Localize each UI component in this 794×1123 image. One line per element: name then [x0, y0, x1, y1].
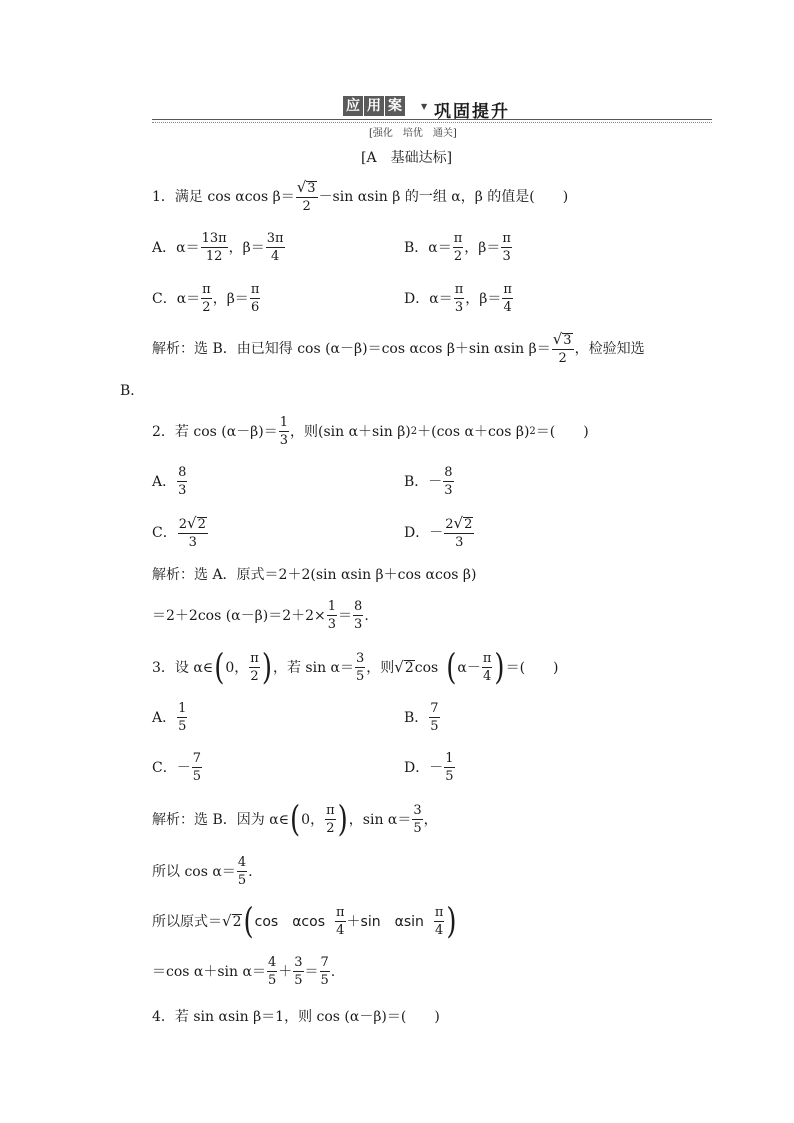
q1-a-f2d: 4	[271, 249, 280, 264]
q3-int-fd: 2	[250, 669, 259, 684]
q2-d-label: D．－	[404, 524, 444, 541]
q3-suffix: ＝( )	[505, 659, 559, 676]
q3-b-label: B．	[404, 709, 429, 726]
q3-sol2-end: .	[248, 863, 253, 880]
q2-c-label: C．	[152, 524, 177, 541]
q3-sol3-sqrt: √ 2	[222, 912, 242, 930]
q2-b-label: B．－	[404, 473, 443, 490]
q3-solution-line4	[152, 956, 335, 987]
q1-a-frac2	[266, 232, 285, 263]
q2-sol2-f1d: 3	[327, 617, 337, 632]
q3-sol3-f1d: 4	[336, 923, 345, 938]
q1-d-f2n: π	[503, 282, 512, 297]
q3-sol3-f2n: π	[434, 905, 444, 920]
q3-frac2	[482, 652, 493, 683]
level-label: [A 基础达标]	[361, 150, 453, 166]
question-2	[152, 416, 589, 447]
q2-sol2-f2n: 8	[354, 599, 363, 614]
q3-option-c	[152, 752, 203, 783]
q2-b-frac	[443, 466, 453, 497]
q1-sol-prefix: 解析：选 B．由已知得 cos (α－β)＝cos αcos β＋sin αsin β＝	[152, 340, 551, 357]
q3-d-frac	[444, 752, 454, 783]
q3-f2n: π	[482, 651, 492, 666]
q2-a-label: A．	[152, 473, 177, 490]
q1-b-f1d: 2	[453, 249, 463, 264]
q2-sup1: 2	[410, 425, 418, 437]
q3-frac1	[355, 652, 365, 683]
q1-frac-den: 2	[302, 199, 311, 214]
q2-mid: ，则(sin α＋sin β)	[290, 423, 411, 440]
q1-sol-frac-num: 3	[563, 333, 572, 348]
q1-c-frac2	[250, 283, 261, 314]
q3-a-label: A．	[152, 709, 177, 726]
q2-c-frac: 2 √ 2 3	[178, 514, 206, 550]
q3-sol4-plus: ＋	[278, 963, 293, 980]
q2-sup2: 2	[529, 425, 536, 437]
q2-sol2-f1n: 1	[327, 599, 337, 614]
q3-sol1-f2n: 3	[413, 803, 422, 818]
q2-d-num-rad: 2	[464, 517, 473, 532]
q3-p-open: (	[446, 647, 457, 688]
q1-solution	[152, 332, 645, 365]
q3-sol4-f2n: 3	[294, 955, 303, 970]
q1-option-d	[404, 283, 514, 314]
q3-int-open: (	[214, 647, 225, 688]
q1-b-mid: ，β＝	[464, 239, 501, 256]
q1-option-b	[404, 232, 513, 263]
q1-c-frac1	[201, 283, 212, 314]
q3-mid: ，若 sin α＝	[272, 659, 355, 676]
q3-sol4-f1d: 5	[267, 973, 277, 988]
q2-sol2-pre: ＝2＋2cos (α－β)＝2＋2×	[152, 607, 326, 624]
q2-frac-num: 1	[279, 415, 289, 430]
q2-option-b	[404, 466, 455, 497]
q1-b-f2n: π	[502, 231, 511, 246]
q3-rad: 2	[404, 660, 414, 676]
q3-sol4-eq: ＝	[304, 963, 319, 980]
q1-b-frac2	[501, 232, 512, 263]
q1-option-a	[152, 232, 286, 263]
q2-mid2: ＋(cos α＋cos β)	[417, 423, 530, 440]
q3-sol3-frac1	[335, 906, 346, 937]
q3-sol2-pre: 所以 cos α＝	[152, 863, 236, 880]
q3-cos: cos	[414, 659, 439, 676]
q2-d-den: 3	[455, 535, 464, 550]
q3-f1d: 5	[356, 669, 365, 684]
q3-int-frac	[249, 652, 260, 683]
q1-a-f1d: 12	[205, 249, 223, 264]
badge-char-1: 应	[343, 96, 363, 116]
q3-f1n: 3	[356, 651, 365, 666]
q3-solution-line2	[152, 856, 253, 887]
q3-b-den: 5	[430, 719, 439, 734]
q3-mid2: ，则	[366, 659, 395, 676]
header-rule	[152, 119, 712, 120]
q3-sol2-fd: 5	[237, 873, 247, 888]
q2-a-den: 3	[178, 483, 187, 498]
q1-c-f1d: 2	[202, 300, 211, 315]
q1-b-label: B．α＝	[404, 239, 452, 256]
q2-sol2-frac1	[327, 600, 337, 631]
q2-prefix: 2．若 cos (α－β)＝	[152, 423, 278, 440]
q3-sol1-fd: 2	[326, 821, 335, 836]
q1-d-frac1	[454, 283, 465, 314]
q2-d-frac: 2 √ 2 3	[445, 514, 473, 550]
q1-a-f2n: 3π	[266, 231, 284, 246]
q3-sol1-pre: 解析：选 B．因为 α∈	[152, 811, 290, 828]
q3-b-frac	[429, 702, 439, 733]
q3-sol4-frac1	[267, 956, 277, 987]
q3-sol4-f2d: 5	[294, 973, 303, 988]
badge-char-3: 案	[385, 96, 405, 116]
q3-sol1-end: ，	[423, 811, 438, 828]
q3-sol1-close: )	[337, 799, 348, 840]
q1-c-mid: ，β＝	[212, 290, 249, 307]
q1-d-f2d: 4	[503, 300, 512, 315]
q2-d-num-coef: 2	[445, 517, 454, 532]
q1-c-f2d: 6	[250, 300, 260, 315]
q2-sol2-mid: ＝	[338, 607, 353, 624]
q1-a-frac1	[201, 232, 228, 263]
q2-option-a	[152, 466, 188, 497]
section-title: 巩固提升	[434, 102, 510, 122]
q3-a-frac	[177, 702, 187, 733]
q3-sol2-frac	[237, 856, 247, 887]
q1-a-f1n: 13π	[201, 231, 227, 246]
q2-sol2-f2d: 3	[354, 617, 363, 632]
q1-prefix: 1．满足 cos αcos β＝	[152, 188, 295, 205]
q3-option-d	[404, 752, 456, 783]
q1-fraction: √ 3 2	[296, 178, 316, 214]
q3-sol4-frac2	[293, 956, 303, 987]
q3-a-num: 1	[178, 701, 187, 716]
q1-a-label: A．α＝	[152, 239, 200, 256]
question-1	[152, 180, 568, 213]
q2-b-den: 3	[444, 483, 453, 498]
q3-p-close: )	[494, 647, 505, 688]
q1-a-mid: ，β＝	[228, 239, 265, 256]
q3-d-label: D．－	[404, 759, 444, 776]
q1-d-mid: ，β＝	[465, 290, 502, 307]
q1-frac-num: 3	[307, 181, 316, 196]
q3-c-label: C．－	[152, 759, 191, 776]
q3-sol1-f2d: 5	[413, 821, 422, 836]
badge-char-2: 用	[364, 96, 384, 116]
q3-sol3-b: ＋sin αsin	[346, 913, 424, 930]
q3-option-a	[152, 702, 188, 733]
q3-sol4-f3n: 7	[320, 955, 329, 970]
q1-solution-cont: B．	[120, 383, 145, 399]
question-3	[152, 647, 559, 688]
q3-sol1-fn: π	[326, 803, 335, 818]
q3-c-den: 5	[192, 769, 201, 784]
q3-sqrt: √ 2	[394, 658, 414, 676]
q3-sol1-a: 0，	[301, 811, 325, 828]
q2-sol2-frac2	[353, 600, 363, 631]
q2-c-den: 3	[188, 535, 197, 550]
q2-c-num-coef: 2	[178, 517, 187, 532]
q3-sol3-frac2	[434, 906, 445, 937]
q3-sol3-a: cos αcos	[254, 913, 325, 930]
q1-b-f1n: π	[453, 231, 463, 246]
q3-sol3-close: )	[446, 901, 457, 942]
q3-sol3-open: (	[243, 901, 254, 942]
q3-sol1-frac1	[325, 804, 336, 835]
q1-d-f1n: π	[454, 282, 464, 297]
q1-d-f1d: 3	[454, 300, 464, 315]
q3-c-num: 7	[192, 751, 201, 766]
q3-sol4-pre: ＝cos α＋sin α＝	[152, 963, 266, 980]
q3-prefix: 3．设 α∈	[152, 659, 214, 676]
q1-d-label: D．α＝	[404, 290, 453, 307]
q3-sol1-frac2	[412, 804, 422, 835]
q1-b-frac1	[453, 232, 464, 263]
q1-d-frac2	[502, 283, 513, 314]
q3-sol4-f3d: 5	[320, 973, 329, 988]
q2-frac-den: 3	[279, 433, 289, 448]
q1-suffix: －sin αsin β 的一组 α，β 的值是( )	[318, 188, 569, 205]
header-rule-dotted	[152, 122, 712, 123]
q1-sol-suffix: ，检验知选	[574, 340, 645, 357]
q1-option-c	[152, 283, 261, 314]
triangle-marker-icon: ▼	[421, 102, 428, 111]
q3-c-frac	[192, 752, 202, 783]
q3-solution-line3	[152, 901, 458, 942]
q2-fraction	[279, 416, 289, 447]
q2-solution-line2	[152, 600, 369, 631]
q1-sol-frac-den: 2	[558, 351, 567, 366]
q3-sol4-end: .	[330, 963, 336, 980]
q3-sol4-frac3	[320, 956, 330, 987]
q2-c-num-rad: 2	[197, 517, 206, 532]
q3-sol4-f1n: 4	[267, 955, 277, 970]
q3-int-a: 0，	[225, 659, 249, 676]
section-subtitle: [强化 培优 通关]	[369, 128, 457, 139]
q3-sol3-f1n: π	[335, 905, 345, 920]
q3-sol1-open: (	[290, 799, 301, 840]
q3-sol3-pre: 所以原式＝	[152, 913, 222, 930]
q3-option-b	[404, 702, 441, 733]
q3-int-fn: π	[250, 651, 259, 666]
q3-f2d: 4	[483, 669, 492, 684]
q3-d-num: 1	[445, 751, 454, 766]
q1-c-f1n: π	[202, 282, 211, 297]
question-4: 4．若 sin αsin β＝1，则 cos (α－β)＝( )	[152, 1009, 440, 1025]
q1-c-f2n: π	[250, 282, 260, 297]
q1-sol-fraction: √ 3 2	[552, 330, 572, 366]
q3-sol1-mid: ，sin α＝	[348, 811, 412, 828]
q2-b-num: 8	[444, 465, 453, 480]
q2-option-c	[152, 516, 209, 549]
header-badge	[343, 96, 405, 116]
q3-solution-line1	[152, 799, 438, 840]
q2-a-num: 8	[178, 465, 187, 480]
q3-b-num: 7	[430, 701, 439, 716]
q2-solution-line1: 解析：选 A．原式＝2＋2(sin αsin β＋cos αcos β)	[152, 567, 477, 583]
q3-sol2-fn: 4	[237, 855, 247, 870]
q3-alpha: α－	[457, 659, 481, 676]
q1-c-label: C．α＝	[152, 290, 201, 307]
q2-a-frac	[177, 466, 187, 497]
q2-option-d	[404, 516, 475, 549]
q2-suffix: ＝( )	[535, 423, 589, 440]
q3-a-den: 5	[178, 719, 187, 734]
q3-sol3-f2d: 4	[435, 923, 444, 938]
q2-sol2-end: .	[364, 607, 369, 624]
q3-sol3-rad: 2	[232, 914, 242, 930]
q1-b-f2d: 3	[502, 249, 511, 264]
q3-d-den: 5	[445, 769, 454, 784]
q3-int-close: )	[261, 647, 272, 688]
